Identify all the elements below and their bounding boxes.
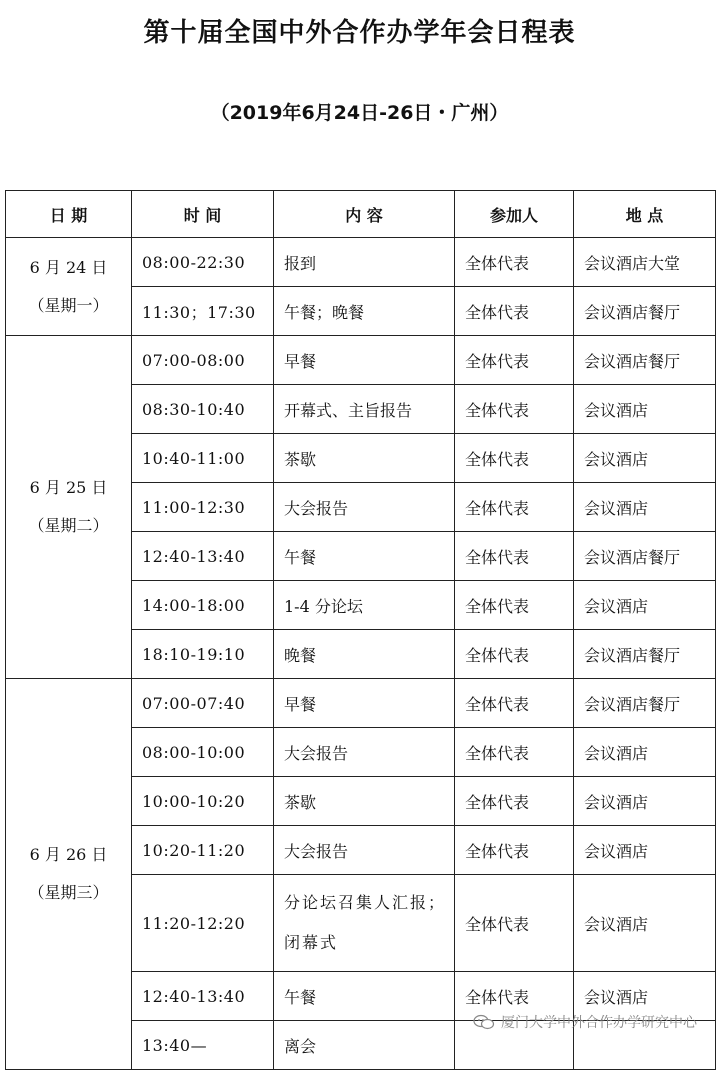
content-cell: 大会报告: [274, 728, 455, 777]
content-cell: 午餐: [274, 972, 455, 1021]
location-cell: 会议酒店: [574, 826, 716, 875]
participants-cell: 全体代表: [455, 777, 574, 826]
watermark: [473, 1012, 697, 1032]
participants-cell: 全体代表: [455, 581, 574, 630]
content-cell: 离会: [274, 1021, 455, 1070]
content-cell: 晚餐: [274, 630, 455, 679]
participants-cell: 全体代表: [455, 728, 574, 777]
participants-cell: 全体代表: [455, 826, 574, 875]
participants-cell: 全体代表: [455, 875, 574, 972]
content-cell: 1-4 分论坛: [274, 581, 455, 630]
participants-cell: 全体代表: [455, 434, 574, 483]
table-row: [6, 679, 716, 728]
content-cell: 茶歇: [274, 434, 455, 483]
location-cell: 会议酒店: [574, 972, 716, 1021]
location-cell: 会议酒店: [574, 777, 716, 826]
location-cell: 会议酒店大堂: [574, 238, 716, 287]
time-cell: 12:40-13:40: [132, 532, 274, 581]
date-cell: [6, 238, 132, 336]
time-cell: 11:20-12:20: [132, 875, 274, 972]
page-title: 第十届全国中外合作办学年会日程表: [143, 18, 576, 48]
location-cell: 会议酒店: [574, 875, 716, 972]
weekday-text: （星期三）: [28, 883, 109, 902]
time-cell: 08:30-10:40: [132, 385, 274, 434]
time-cell: 11:30；17:30: [132, 287, 274, 336]
schedule-body: [6, 238, 716, 1070]
content-cell: 报到: [274, 238, 455, 287]
location-cell: 会议酒店餐厅: [574, 679, 716, 728]
time-cell: 12:40-13:40: [132, 972, 274, 1021]
content-cell: 开幕式、主旨报告: [274, 385, 455, 434]
header-participants: 参加人: [455, 191, 574, 238]
participants-cell: 全体代表: [455, 336, 574, 385]
time-cell: 18:10-19:10: [132, 630, 274, 679]
location-cell: 会议酒店: [574, 728, 716, 777]
participants-cell: 全体代表: [455, 483, 574, 532]
location-cell: 会议酒店餐厅: [574, 630, 716, 679]
content-cell: 茶歇: [274, 777, 455, 826]
date-text: 6 月 25 日: [29, 478, 108, 497]
time-cell: 10:00-10:20: [132, 777, 274, 826]
time-cell: 10:40-11:00: [132, 434, 274, 483]
content-cell: 大会报告: [274, 483, 455, 532]
table-row: [6, 336, 716, 385]
content-cell: 早餐: [274, 336, 455, 385]
content-cell: 分论坛召集人汇报；闭幕式: [274, 875, 455, 972]
location-cell: 会议酒店餐厅: [574, 287, 716, 336]
participants-cell: 全体代表: [455, 972, 574, 1021]
wechat-icon: [473, 1014, 495, 1030]
location-cell: 会议酒店: [574, 581, 716, 630]
date-text: 6 月 24 日: [29, 257, 108, 277]
location-cell: 会议酒店餐厅: [574, 532, 716, 581]
time-cell: 08:00-10:00: [132, 728, 274, 777]
participants-cell: 全体代表: [455, 238, 574, 287]
page-subtitle: （2019年6月24日-26日・广州）: [210, 102, 509, 124]
content-cell: 大会报告: [274, 826, 455, 875]
time-cell: 13:40—: [132, 1021, 274, 1070]
header-date: 日 期: [6, 191, 132, 238]
time-cell: 07:00-07:40: [132, 679, 274, 728]
content-cell: 早餐: [274, 679, 455, 728]
time-cell: 10:20-11:20: [132, 826, 274, 875]
date-cell: [6, 336, 132, 679]
participants-cell: 全体代表: [455, 385, 574, 434]
table-row: [6, 238, 716, 287]
weekday-text: （星期一）: [28, 295, 109, 315]
date-cell: [6, 679, 132, 1070]
header-time: 时 间: [132, 191, 274, 238]
schedule-table: [5, 190, 716, 1070]
watermark-text: 厦门大学中外合作办学研究中心: [501, 1015, 697, 1031]
location-cell: 会议酒店: [574, 483, 716, 532]
participants-cell: 全体代表: [455, 630, 574, 679]
location-cell: 会议酒店: [574, 385, 716, 434]
table-header-row: [6, 191, 716, 238]
weekday-text: （星期二）: [28, 516, 109, 535]
participants-cell: 全体代表: [455, 679, 574, 728]
participants-cell: 全体代表: [455, 287, 574, 336]
location-cell: 会议酒店: [574, 434, 716, 483]
time-cell: 07:00-08:00: [132, 336, 274, 385]
header-content: 内 容: [274, 191, 455, 238]
location-cell: 会议酒店餐厅: [574, 336, 716, 385]
participants-cell: 全体代表: [455, 532, 574, 581]
content-cell: 午餐；晚餐: [274, 287, 455, 336]
date-text: 6 月 26 日: [29, 845, 108, 864]
time-cell: 11:00-12:30: [132, 483, 274, 532]
time-cell: 14:00-18:00: [132, 581, 274, 630]
content-cell: 午餐: [274, 532, 455, 581]
header-location: 地 点: [574, 191, 716, 238]
time-cell: 08:00-22:30: [132, 238, 274, 287]
